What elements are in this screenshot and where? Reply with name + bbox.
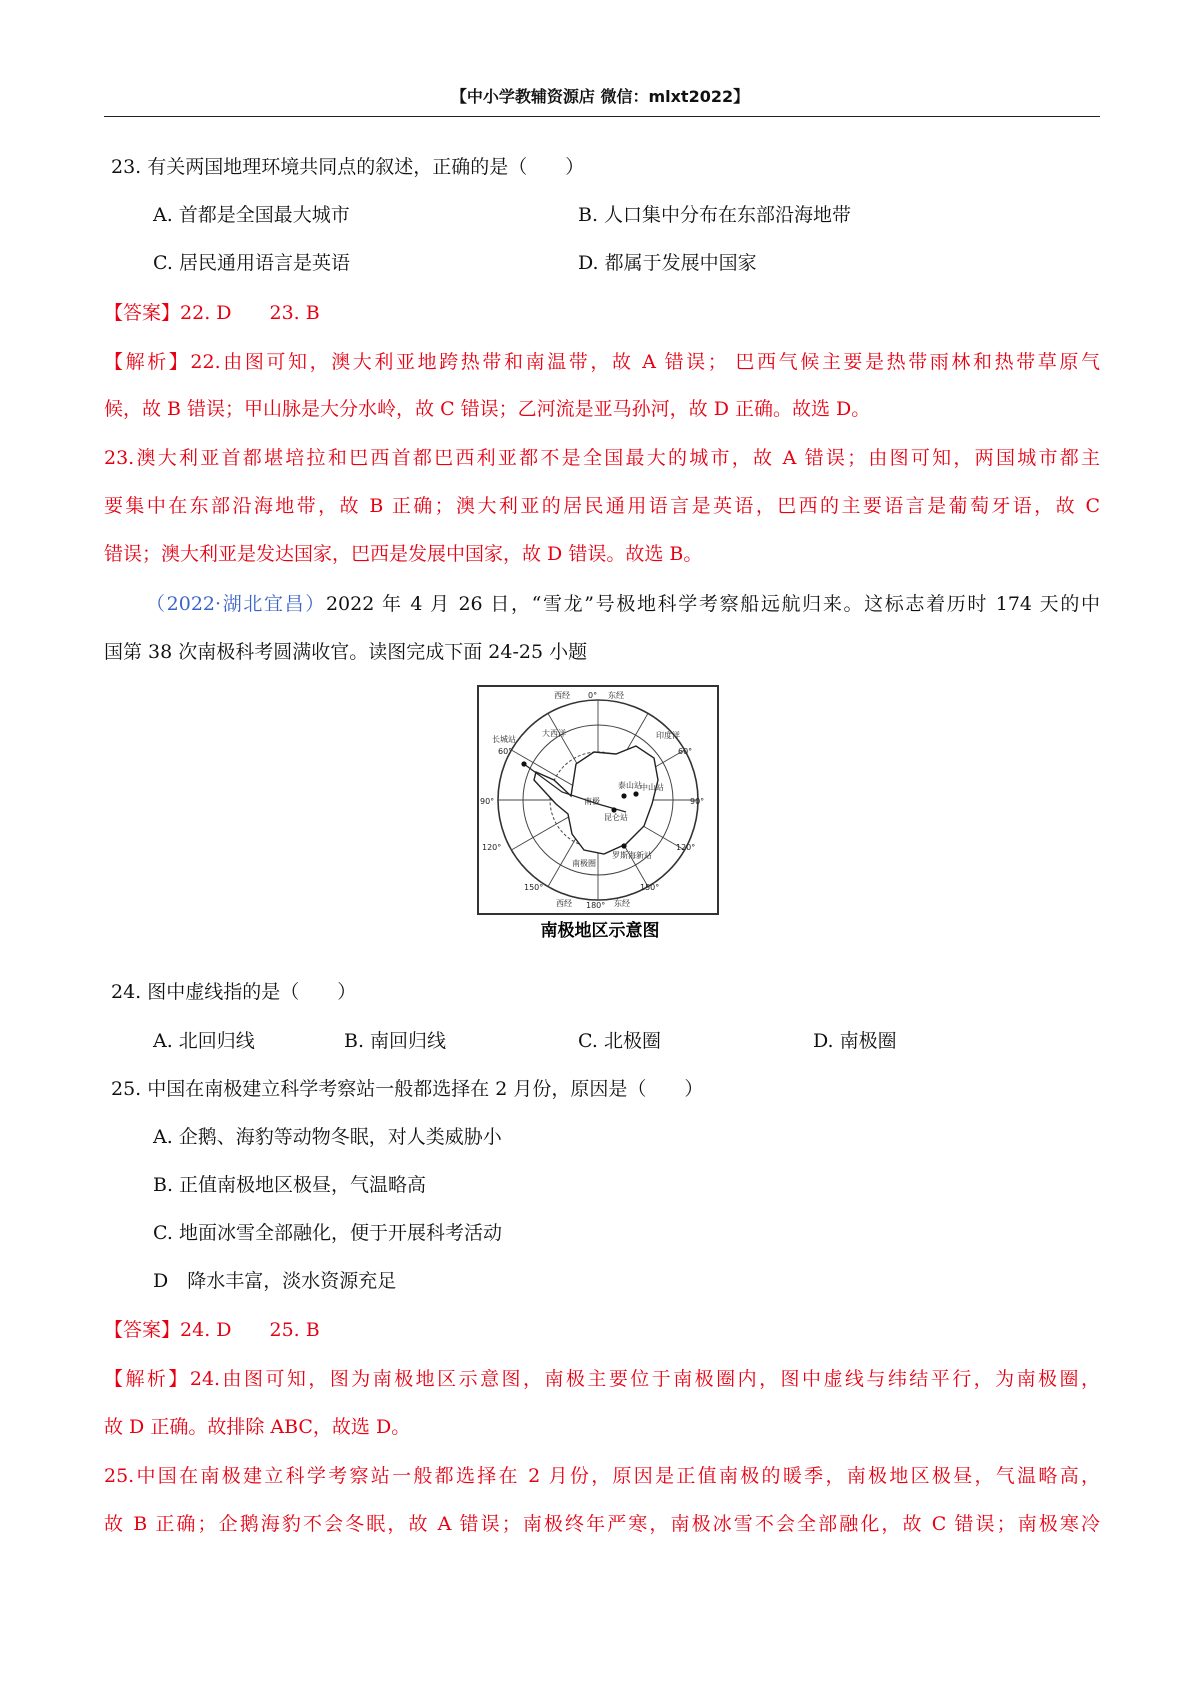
- explanation-1-line-5: 错误；澳大利亚是发达国家，巴西是发展中国家，故 D 错误。故选 B。: [104, 543, 703, 565]
- zero-meridian-label: 0°: [588, 691, 598, 700]
- zhongshan-label: 中山站: [640, 783, 664, 792]
- q24-stem: 24. 图中虚线指的是（ ）: [111, 981, 357, 1003]
- west-lon-bottom-label: 西经: [556, 899, 572, 908]
- answer-text: 24. D 25. B: [180, 1319, 320, 1341]
- map-caption: 南极地区示意图: [540, 921, 660, 941]
- east-lon-bottom-label: 东经: [614, 899, 630, 908]
- intro-line-1: （2022·湖北宜昌）2022 年 4 月 26 日，“雪龙”号极地科学考察船远航归来。这标志着历时 174 天的中: [146, 593, 1100, 615]
- source-tag: （2022·湖北宜昌）: [146, 593, 326, 615]
- great-wall-station-dot: [521, 761, 526, 766]
- explanation-1-line-3: 23.澳大利亚首都堪培拉和巴西首都巴西利亚都不是全国最大的城市，故 A 错误；由图可知，两国城市都主: [104, 447, 1100, 469]
- deg-120-west-label: 120°: [482, 843, 502, 852]
- intro-line-2: 国第 38 次南极科考圆满收官。读图完成下面 24-25 小题: [104, 641, 588, 663]
- ross-station-label: 罗斯海新站: [612, 851, 652, 860]
- indian-ocean-label: 印度洋: [656, 731, 680, 740]
- taishan-label: 泰山站: [618, 781, 642, 790]
- q23-stem: 23. 有关两国地理环境共同点的叙述，正确的是（ ）: [111, 156, 585, 178]
- kunlun-label: 昆仑站: [604, 813, 628, 822]
- q25-option-d: D 降水丰富，淡水资源充足: [153, 1270, 397, 1292]
- antarctica-map: [476, 684, 724, 944]
- deg-150-east-label: 150°: [640, 883, 660, 892]
- q23-option-b: B. 人口集中分布在东部沿海地带: [578, 204, 852, 226]
- q24-option-b: B. 南回归线: [344, 1030, 447, 1052]
- deg-120-east-label: 120°: [676, 843, 696, 852]
- taishan-station-dot: [621, 793, 626, 798]
- great-wall-label: 长城站: [492, 735, 516, 744]
- east-lon-top-label: 东经: [608, 691, 624, 700]
- q23-option-a: A. 首都是全国最大城市: [153, 204, 350, 226]
- q23-option-c: C. 居民通用语言是英语: [153, 252, 350, 274]
- antarctic-circle-label: 南极圈: [572, 859, 596, 868]
- west-lon-top-label: 西经: [554, 691, 570, 700]
- q25-option-a: A. 企鹅、海豹等动物冬眠，对人类威胁小: [153, 1126, 502, 1148]
- answer-tag: 【答案】: [104, 302, 181, 324]
- q23-option-d: D. 都属于发展中国家: [578, 252, 757, 274]
- q24-option-d: D. 南极圈: [813, 1030, 897, 1052]
- answer-block-1: [104, 301, 320, 325]
- page-header: 【中小学教辅资源店 微信：mlxt2022】: [450, 87, 750, 106]
- q25-option-b: B. 正值南极地区极昼，气温略高: [153, 1174, 427, 1196]
- deg-90-east-label: 90°: [690, 797, 705, 806]
- deg-180-label: 180°: [586, 901, 606, 910]
- atlantic-label: 大西洋: [542, 729, 566, 738]
- explanation-1-line-1: 【解析】22.由图可知，澳大利亚地跨热带和南温带，故 A 错误； 巴西气候主要是热带雨林和热带草原气: [104, 351, 1100, 373]
- explanation-1-line-4: 要集中在东部沿海地带，故 B 正确；澳大利亚的居民通用语言是英语，巴西的主要语言是葡萄牙语，故 C: [104, 495, 1100, 517]
- deg-150-west-label: 150°: [524, 883, 544, 892]
- ross-station-dot: [621, 843, 626, 848]
- q24-option-a: A. 北回归线: [153, 1030, 255, 1052]
- explanation-2-line-2: 故 D 正确。故排除 ABC，故选 D。: [104, 1416, 411, 1438]
- answer-tag: 【答案】: [104, 1319, 181, 1341]
- explanation-2-line-4: 故 B 正确；企鹅海豹不会冬眠，故 A 错误；南极终年严寒，南极冰雪不会全部融化，故 C 错误；南极寒冷: [104, 1513, 1100, 1535]
- deg-60-east-label: 60°: [678, 747, 693, 756]
- q25-option-c: C. 地面冰雪全部融化，便于开展科考活动: [153, 1222, 502, 1244]
- zhongshan-station-dot: [633, 791, 638, 796]
- explanation-tag: 【解析】: [104, 1368, 190, 1390]
- deg-90-west-label: 90°: [480, 797, 495, 806]
- explanation-2-line-1: 【解析】24.由图可知，图为南极地区示意图，南极主要位于南极圈内，图中虚线与纬结平行，为南极圈，: [104, 1368, 1100, 1390]
- deg-60-west-label: 60°: [498, 747, 513, 756]
- header-rule: [104, 116, 1100, 117]
- explanation-2-line-3: 25.中国在南极建立科学考察站一般都选择在 2 月份，原因是正值南极的暖季，南极地区极昼，气温略高，: [104, 1465, 1100, 1487]
- kunlun-station-dot: [611, 807, 616, 812]
- explanation-1-line-2: 候，故 B 错误；甲山脉是大分水岭，故 C 错误；乙河流是亚马孙河，故 D 正确。故选 D。: [104, 398, 871, 420]
- q24-option-c: C. 北极圈: [578, 1030, 661, 1052]
- south-pole-label: 南极: [584, 797, 600, 806]
- answer-block-2: [104, 1318, 320, 1342]
- answer-text: 22. D 23. B: [180, 302, 320, 324]
- q25-stem: 25. 中国在南极建立科学考察站一般都选择在 2 月份，原因是（ ）: [111, 1078, 704, 1100]
- explanation-tag: 【解析】: [104, 351, 191, 373]
